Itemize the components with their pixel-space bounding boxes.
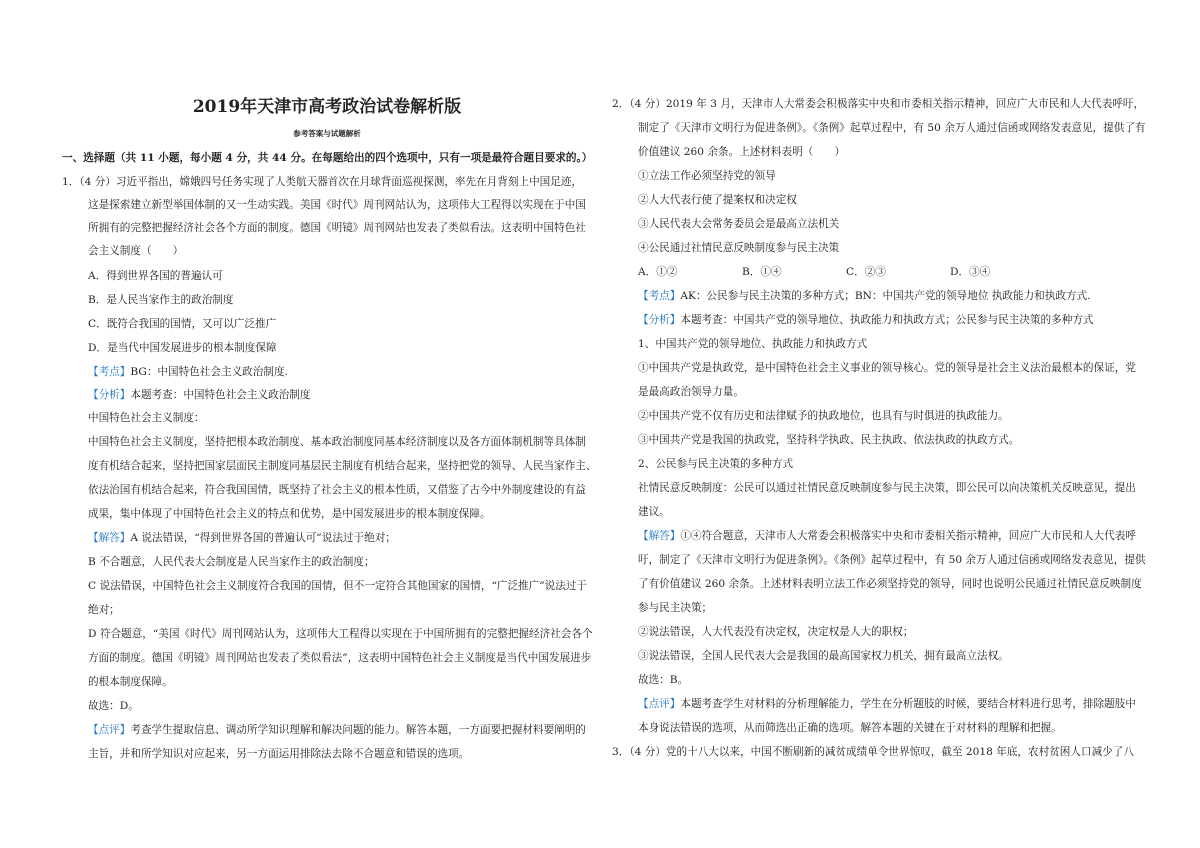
q2-kaodian <box>612 288 1091 304</box>
q1-kaodian <box>62 364 288 380</box>
q1-stem-line: 所拥有的完整把握经济社会各个方面的制度。德国《明镜》周刊网站也发表了类似看法。这表明中国特色社 <box>88 222 586 234</box>
jieda-text: ①④符合题意，天津市人大常委会积极落实中央和市委相关指示精神，回应广大市民和人大代表呼 <box>680 530 1136 542</box>
q1-fenxi-line: 中国特色社会主义制度，坚持把根本政治制度、基本政治制度同基本经济制度以及各方面体制机制等具体制 <box>88 436 586 448</box>
q1-answer: 故选：D。 <box>88 700 139 712</box>
q1-stem-line: 1．（4 分）习近平指出，嫦娥四号任务实现了人类航天器首次在月球背面巡视探测，率先在月背刻上中国足迹， <box>62 176 583 188</box>
q2-option-a: A．①② <box>638 266 678 278</box>
q1-jieda <box>62 530 396 546</box>
q2-jieda-line: ③说法错误，全国人民代表大会是我国的最高国家权力机关，拥有最高立法权。 <box>638 650 1009 662</box>
q1-fenxi-line: 依法治国有机结合起来，符合我国国情，既坚持了社会主义的根本性质，又借鉴了古今中外制度建设的有益 <box>88 484 586 496</box>
q2-fenxi-line: 建议。 <box>638 506 670 518</box>
q1-option-a: A．得到世界各国的普遍认可 <box>88 270 223 282</box>
dianping-text: 考查学生提取信息、调动所学知识理解和解决问题的能力。解答本题，一方面要把握材料要阐明的 <box>130 724 586 736</box>
section-heading: 一、选择题（共 11 小题，每小题 4 分，共 44 分。在每题给出的四个选项中，只有一项是最符合题目要求的。） <box>62 152 593 164</box>
q1-jieda-line: B 不合题意，人民代表大会制度是人民当家作主的政治制度； <box>88 556 375 568</box>
q1-jieda-line: C 说法错误，中国特色社会主义制度符合我国的国情，但不一定符合其他国家的国情，“广泛推广”说法过于 <box>88 580 588 592</box>
q1-option-d: D．是当代中国发展进步的根本制度保障 <box>88 342 277 354</box>
q1-jieda-line: 方面的制度。德国《明镜》周刊网站也发表了类似看法”，这表明中国特色社会主义制度是当代中国发展进步 <box>88 652 592 664</box>
q2-fenxi-line: 1、中国共产党的领导地位、执政能力和执政方式 <box>638 338 868 350</box>
q2-statement: ②人大代表行使了提案权和决定权 <box>638 194 797 206</box>
q2-jieda <box>612 528 1136 544</box>
q1-option-c: C．既符合我国的国情，又可以广泛推广 <box>88 318 277 330</box>
q1-fenxi-line: 度有机结合起来，坚持把国家层面民主制度同基层民主制度有机结合起来，坚持把党的领导、人民当家作主、 <box>88 460 597 472</box>
q2-dianping <box>612 696 1136 712</box>
dianping-tag: 【点评】 <box>88 724 131 736</box>
q2-jieda-line: 吁，制定了《天津市文明行为促进条例》。《条例》起草过程中，有 50 余万人通过信函或网络发表意见，提供 <box>638 554 1146 566</box>
q1-jieda-line: 的根本制度保障。 <box>88 676 173 688</box>
q2-option-d: D．③④ <box>950 266 991 278</box>
q1-fenxi-line: 中国特色社会主义制度： <box>88 412 205 424</box>
q2-option-b: B．①④ <box>742 266 782 278</box>
q1-option-b: B．是人民当家作主的政治制度 <box>88 294 234 306</box>
q1-dianping <box>62 722 586 738</box>
jieda-tag: 【解答】 <box>88 532 131 544</box>
q2-jieda-line: 了有价值建议 260 余条。上述材料表明立法工作必须坚持党的领导，同时也说明公民通过社情民意反映制度 <box>638 578 1142 590</box>
q2-stem-line: 2．（4 分）2019 年 3 月，天津市人大常委会积极落实中央和市委相关指示精神，回应广大市民和人大代表呼吁， <box>612 98 1145 110</box>
q2-fenxi-line: 是最高政治领导力量。 <box>638 386 744 398</box>
q2-fenxi <box>612 312 1094 328</box>
dianping-tag: 【点评】 <box>638 698 681 710</box>
q2-option-c: C．②③ <box>846 266 886 278</box>
document-title: 2019年天津市高考政治试卷解析版 <box>192 97 462 117</box>
q2-options-row <box>612 264 1054 280</box>
q2-statement: ③人民代表大会常务委员会是最高立法机关 <box>638 218 840 230</box>
kaodian-tag: 【考点】 <box>638 290 681 302</box>
q2-stem-line: 价值建议 260 余条。上述材料表明（ ） <box>638 146 846 158</box>
q1-jieda-line: D 符合题意，“美国《时代》周刊网站认为，这项伟大工程得以实现在于中国所拥有的完整把握经济社会各个 <box>88 628 593 640</box>
q1-stem-line: 会主义制度（ ） <box>88 245 184 257</box>
q2-stem-line: 制定了《天津市文明行为促进条例》。《条例》起草过程中，有 50 余万人通过信函或网络发表意见，提供了有 <box>638 122 1146 134</box>
jieda-text: A 说法错误，“得到世界各国的普遍认可”说法过于绝对； <box>130 532 396 544</box>
kaodian-text: AK：公民参与民主决策的多种方式；BN：中国共产党的领导地位 执政能力和执政方式. <box>680 290 1091 302</box>
fenxi-tag: 【分析】 <box>638 314 681 326</box>
q2-fenxi-line: ③中国共产党是我国的执政党，坚持科学执政、民主执政、依法执政的执政方式。 <box>638 434 1020 446</box>
dianping-text: 本题考查学生对材料的分析理解能力，学生在分析题肢的时候，要结合材料进行思考，排除题肢中 <box>680 698 1136 710</box>
q2-answer: 故选：B。 <box>638 674 689 686</box>
q2-dianping-line: 本身说法错误的选项，从而筛选出正确的选项。解答本题的关键在于对材料的理解和把握。 <box>638 722 1062 734</box>
q2-jieda-line: 参与民主决策； <box>638 602 713 614</box>
kaodian-tag: 【考点】 <box>88 366 131 378</box>
document-subtitle: 参考答案与试题解析 <box>293 129 361 138</box>
q1-fenxi-line: 成果，集中体现了中国特色社会主义的特点和优势，是中国发展进步的根本制度保障。 <box>88 508 491 520</box>
q2-jieda-line: ②说法错误，人大代表没有决定权，决定权是人大的职权； <box>638 626 914 638</box>
kaodian-text: BG：中国特色社会主义政治制度. <box>130 366 288 378</box>
q2-fenxi-line: 社情民意反映制度：公民可以通过社情民意反映制度参与民主决策，即公民可以向决策机关反映意见，提出 <box>638 482 1136 494</box>
fenxi-tag: 【分析】 <box>88 389 131 401</box>
q2-fenxi-line: ②中国共产党不仅有历史和法律赋予的执政地位，也具有与时俱进的执政能力。 <box>638 410 1009 422</box>
q3-stem-line: 3．（4 分）党的十八大以来，中国不断刷新的减贫成绩单令世界惊叹，截至 2018 年底，农村贫困人口减少了八 <box>612 746 1134 758</box>
q1-jieda-line: 绝对； <box>88 604 120 616</box>
q2-fenxi-line: 2、公民参与民主决策的多种方式 <box>638 458 794 470</box>
q2-statement: ①立法工作必须坚持党的领导 <box>638 170 776 182</box>
q2-statement: ④公民通过社情民意反映制度参与民主决策 <box>638 242 840 254</box>
q1-fenxi <box>62 387 310 403</box>
jieda-tag: 【解答】 <box>638 530 681 542</box>
q2-fenxi-line: ①中国共产党是执政党，是中国特色社会主义事业的领导核心。党的领导是社会主义法治最根本的保证，党 <box>638 362 1136 374</box>
fenxi-text: 本题考查：中国特色社会主义政治制度 <box>130 389 311 401</box>
fenxi-text: 本题考查：中国共产党的领导地位、执政能力和执政方式；公民参与民主决策的多种方式 <box>680 314 1094 326</box>
q1-stem-line: 这是探索建立新型举国体制的又一生动实践。美国《时代》周刊网站认为，这项伟大工程得以实现在于中国 <box>88 199 586 211</box>
q1-dianping-line: 主旨，并和所学知识对应起来，另一方面运用排除法去除不合题意和错误的选项。 <box>88 748 470 760</box>
